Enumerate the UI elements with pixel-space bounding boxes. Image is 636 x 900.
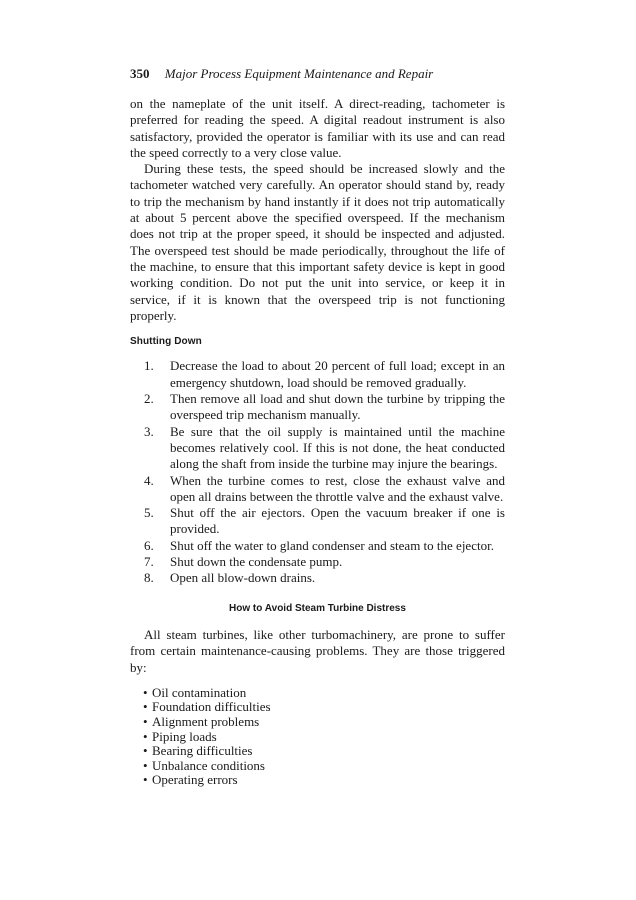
shutdown-steps-list	[130, 358, 505, 586]
list-item	[130, 773, 505, 788]
page-body	[130, 96, 505, 788]
bullet-icon: •	[143, 713, 148, 729]
step-text: Shut off the air ejectors. Open the vacuum breaker if one is provided.	[170, 505, 505, 537]
list-item	[130, 744, 505, 759]
bullet-icon: •	[143, 684, 148, 700]
bullet-icon: •	[143, 772, 148, 788]
step-text: Shut down the condensate pump.	[170, 554, 343, 570]
cause-text: Alignment problems	[152, 713, 260, 729]
running-header	[130, 66, 433, 82]
list-item	[130, 686, 505, 701]
bullet-icon: •	[143, 699, 148, 715]
paragraph-continued: on the nameplate of the unit itself. A direct-reading, tachometer is preferred for reading the speed. A digital readout instrument is also satisfactory, provided the operator is familiar with its use and can read the speed correctly to a very close value.	[130, 96, 505, 160]
list-item	[130, 424, 505, 473]
step-number: 8.	[144, 570, 154, 586]
step-number: 2.	[144, 391, 154, 407]
list-item	[130, 570, 505, 586]
step-text: Open all blow-down drains.	[170, 570, 316, 586]
cause-text: Foundation difficulties	[152, 699, 271, 715]
bullet-icon: •	[143, 728, 148, 744]
list-item	[130, 505, 505, 538]
paragraph-overspeed-test: During these tests, the speed should be increased slowly and the tachometer watched very carefully. An operator should stand by, ready to trip the mechanism by hand instantly if it does not trip automatically at about 5 percent above the specified overspeed. If the mechanism does not trip at the proper speed, it should be inspected and adjusted. The overspeed test should be made periodically, throughout the life of the machine, to ensure that this important safety device is kept in good working condition. Do not put the unit into service, or keep it in service, if it is known that the overspeed trip is not functioning properly.	[130, 161, 505, 323]
list-item	[130, 730, 505, 745]
step-number: 6.	[144, 537, 154, 553]
distress-causes-list	[130, 686, 505, 788]
step-number: 1.	[144, 358, 154, 374]
step-text: Shut off the water to gland condenser and steam to the ejector.	[170, 537, 494, 553]
list-item	[130, 759, 505, 774]
cause-text: Oil contamination	[152, 684, 247, 700]
paragraph-distress-intro: All steam turbines, like other turbomachinery, are prone to suffer from certain maintenance-causing problems. They are those triggered by:	[130, 626, 505, 675]
cause-text: Operating errors	[152, 772, 238, 788]
step-text: Then remove all load and shut down the turbine by tripping the overspeed trip mechanism manually.	[170, 391, 505, 423]
list-item	[130, 554, 505, 570]
bullet-icon: •	[143, 757, 148, 773]
step-text: When the turbine comes to rest, close the exhaust valve and open all drains between the throttle valve and the exhaust valve.	[170, 472, 505, 504]
section-heading-avoid-distress: How to Avoid Steam Turbine Distress	[229, 602, 406, 614]
step-number: 3.	[144, 423, 154, 439]
list-item	[130, 391, 505, 424]
list-item	[130, 473, 505, 506]
cause-text: Piping loads	[152, 728, 217, 744]
section-heading-shutting-down: Shutting Down	[130, 336, 202, 348]
step-text: Be sure that the oil supply is maintained until the machine becomes relatively cool. If this is not done, the heat conducted along the shaft from inside the turbine may injure the bearings.	[170, 423, 505, 472]
step-number: 5.	[144, 505, 154, 521]
running-title: Major Process Equipment Maintenance and Repair	[164, 66, 434, 81]
step-number: 7.	[144, 554, 154, 570]
cause-text: Unbalance conditions	[152, 757, 265, 773]
bullet-icon: •	[143, 743, 148, 759]
cause-text: Bearing difficulties	[152, 743, 253, 759]
list-item	[130, 715, 505, 730]
list-item	[130, 538, 505, 554]
step-number: 4.	[144, 472, 154, 488]
list-item	[130, 700, 505, 715]
step-text: Decrease the load to about 20 percent of full load; except in an emergency shutdown, load should be removed gradually.	[170, 358, 505, 390]
list-item	[130, 358, 505, 391]
page-number: 350	[130, 66, 150, 81]
